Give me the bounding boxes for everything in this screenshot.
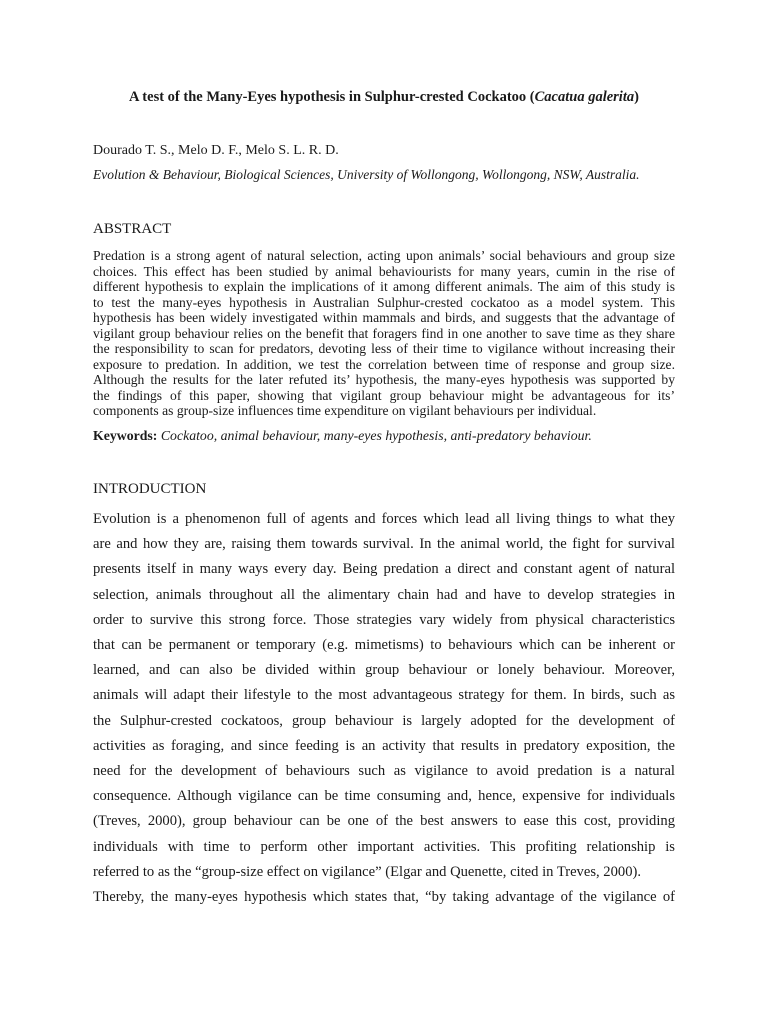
abstract-line: to test the many-eyes hypothesis in Australian Sulphur-crested cockatoo as a model system. This	[93, 294, 675, 310]
intro-line: order to survive this strong force. Those strategies vary widely from physical characteristics	[93, 611, 675, 628]
abstract-body	[93, 248, 675, 419]
abstract-line: hypothesis has been widely investigated within mammals and birds, and suggests that the advantage of	[93, 310, 675, 325]
abstract-line: components as group-size influences time expenditure on vigilant behaviours per individual.	[93, 403, 597, 418]
intro-line: are and how they are, raising them towards survival. In the animal world, the fight for survival	[93, 536, 675, 553]
intro-line: (Treves, 2000), group behaviour can be one of the best answers to ease this cost, providing	[93, 813, 675, 830]
abstract-line: Predation is a strong agent of natural selection, acting upon animals’ social behaviours and group size	[93, 248, 675, 263]
affiliation: Evolution & Behaviour, Biological Sciences, University of Wollongong, Wollongong, NSW, Australia.	[93, 167, 640, 182]
abstract-line: the findings of this paper, showing that vigilant group behaviour might be advantageous for its’	[93, 387, 675, 403]
abstract-line: vigilant group behaviour relies on the benefit that foragers find in one another to save time as they share	[93, 325, 675, 341]
author-list: Dourado T. S., Melo D. F., Melo S. L. R. D.	[93, 143, 339, 158]
abstract-line: choices. This effect has been studied by animal behaviourists for many years, cumin in the rise of	[93, 263, 675, 279]
intro-line: referred to as the “group-size effect on vigilance” (Elgar and Quenette, cited in Treves, 2000).	[93, 863, 641, 880]
title-close: )	[634, 89, 639, 105]
title-species: Cacatua galerita	[534, 89, 635, 105]
intro-line: Evolution is a phenomenon full of agents and forces which lead all living things to what they	[93, 511, 675, 527]
intro-line: activities as foraging, and since feeding is an activity that results in predatory exposition, the	[93, 737, 675, 754]
intro-line: that can be permanent or temporary (e.g. mimetisms) to behaviours which can be inherent or	[93, 637, 675, 654]
keywords-text: Cockatoo, animal behaviour, many-eyes hypothesis, anti-predatory behaviour.	[160, 428, 592, 443]
abstract-line: different hypothesis to explain the implications of it among different animals. The aim of this study is	[93, 279, 675, 294]
abstract-line: exposure to predation. In addition, we test the correlation between time of response and group size.	[93, 356, 675, 372]
intro-line: consequence. Although vigilance can be time consuming and, hence, expensive for individuals	[93, 788, 675, 805]
intro-line: individuals with time to perform other important activities. This profiting relationship is	[93, 838, 675, 855]
intro-line: need for the development of behaviours such as vigilance to avoid predation is a natural	[93, 763, 675, 780]
abstract-heading: ABSTRACT	[93, 221, 172, 237]
intro-line: Thereby, the many-eyes hypothesis which states that, “by taking advantage of the vigilance of	[93, 889, 675, 906]
title-main: A test of the Many-Eyes hypothesis in Sulphur-crested Cockatoo (	[129, 89, 535, 105]
intro-line: presents itself in many ways every day. Being predation a direct and constant agent of natural	[93, 561, 675, 578]
intro-line: animals will adapt their lifestyle to the most advantageous strategy for them. In birds, such as	[93, 687, 675, 704]
keywords-label: Keywords:	[93, 428, 158, 443]
keywords	[93, 427, 592, 445]
introduction-body	[93, 507, 675, 910]
paper-title	[0, 87, 768, 107]
intro-line: the Sulphur-crested cockatoos, group behaviour is largely adopted for the development of	[93, 712, 675, 729]
intro-line: learned, and can also be divided within group behaviour or lonely behaviour. Moreover,	[93, 662, 675, 679]
intro-line: selection, animals throughout all the alimentary chain had and have to develop strategies in	[93, 586, 675, 603]
abstract-line: Although the results for the later refuted its’ hypothesis, the many-eyes hypothesis was supported by	[93, 372, 675, 387]
abstract-line: the responsibility to scan for predators, devoting less of their time to vigilance without increasing their	[93, 341, 675, 356]
introduction-heading: INTRODUCTION	[93, 481, 207, 497]
